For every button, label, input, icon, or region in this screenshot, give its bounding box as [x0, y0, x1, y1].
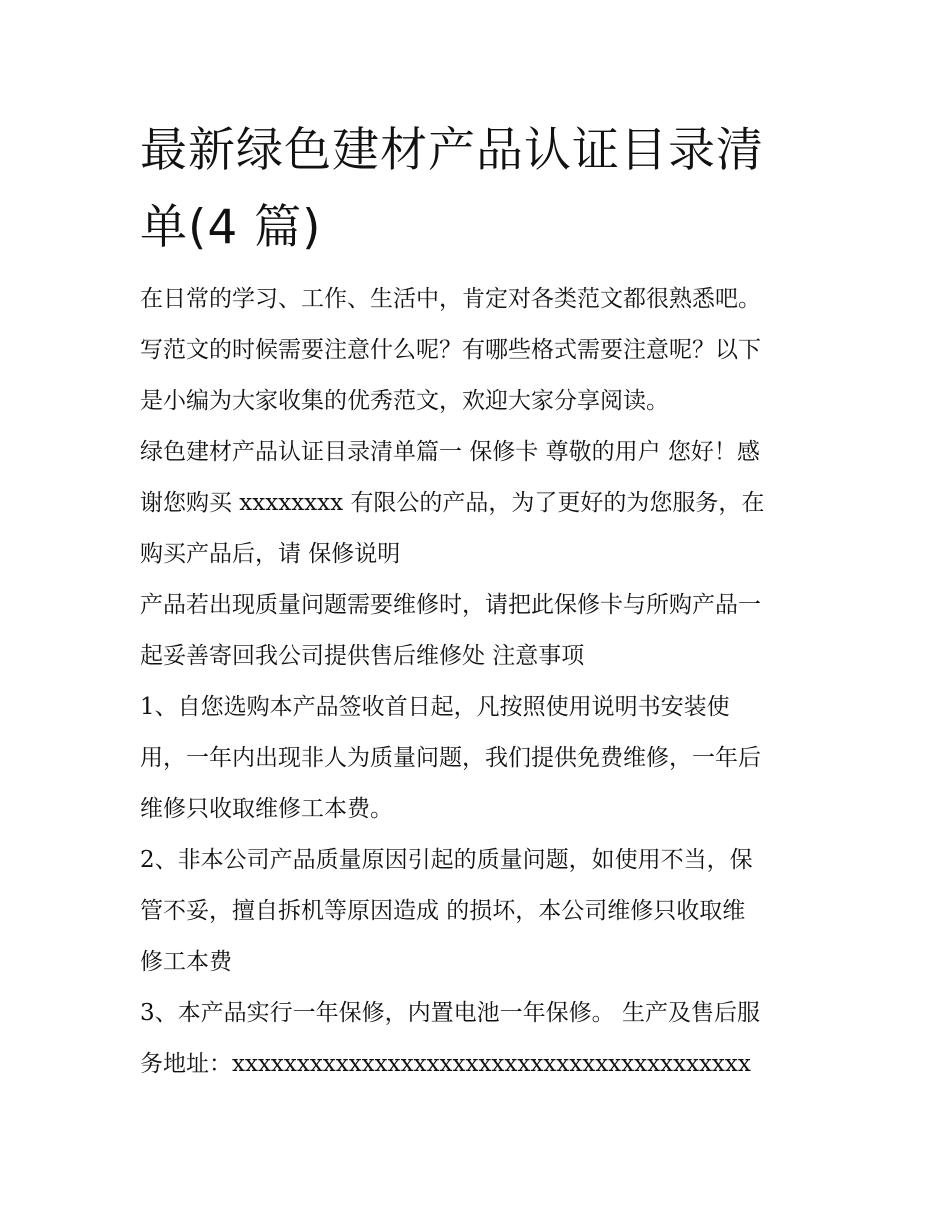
text-line: 管不妥，擅自拆机等原因造成 的损坏，本公司维修只收取维	[140, 898, 746, 924]
text-line: 用，一年内出现非人为质量问题，我们提供免费维修，一年后	[140, 745, 761, 771]
note-item-2	[140, 835, 830, 988]
text-line: 3、本产品实行一年保修，内置电池一年保修。 生产及售后服	[140, 1000, 760, 1026]
text-line: 维修只收取维修工本费。	[140, 796, 393, 822]
title-line-2: 单(4 篇)	[140, 200, 322, 255]
title-line-1: 最新绿色建材产品认证目录清	[140, 123, 764, 178]
document-body	[140, 274, 830, 1090]
text-line: 修工本费	[140, 949, 232, 975]
text-line: 1、自您选购本产品签收首日起，凡按照使用说明书安装使	[140, 694, 730, 720]
repair-instruction-paragraph	[140, 580, 830, 682]
text-line: 谢您购买 xxxxxxxx 有限公的产品，为了更好的为您服务，在	[140, 490, 765, 516]
text-line: 绿色建材产品认证目录清单篇一 保修卡 尊敬的用户 您好！感	[140, 439, 760, 465]
text-line: 产品若出现质量问题需要维修时，请把此保修卡与所购产品一	[140, 592, 761, 618]
text-line: 起妥善寄回我公司提供售后维修处 注意事项	[140, 643, 585, 669]
text-line: 写范文的时候需要注意什么呢？有哪些格式需要注意呢？以下	[140, 337, 761, 363]
text-line: 在日常的学习、工作、生活中，肯定对各类范文都很熟悉吧。	[140, 286, 761, 312]
text-line: 务地址：xxxxxxxxxxxxxxxxxxxxxxxxxxxxxxxxxxxxxxxx	[140, 1051, 751, 1077]
intro-paragraph	[140, 274, 830, 427]
text-line: 2、非本公司产品质量原因引起的质量问题，如使用不当，保	[140, 847, 753, 873]
warranty-card-paragraph	[140, 427, 830, 580]
note-item-3	[140, 988, 830, 1090]
text-line: 购买产品后，请 保修说明	[140, 541, 401, 567]
note-item-1	[140, 682, 830, 835]
text-line: 是小编为大家收集的优秀范文，欢迎大家分享阅读。	[140, 388, 669, 414]
document-title	[140, 112, 820, 266]
